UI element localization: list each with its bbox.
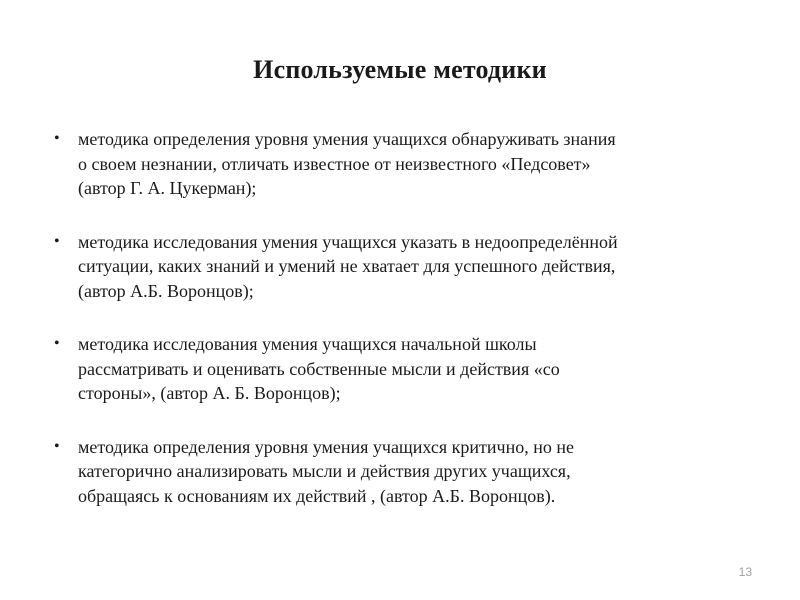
list-item (50, 435, 750, 509)
slide-title: Используемые методики (253, 55, 547, 84)
slide-number: 13 (738, 565, 752, 579)
bullet-icon: • (54, 232, 60, 250)
list-item (50, 332, 750, 406)
list-item-text: методика определения уровня умения учащихся критично, но не категорично анализировать мысли и действия других учащихся, обращаясь к основаниям их действий , (автор А.Б. Воронцов). (78, 436, 574, 506)
bullet-icon: • (54, 130, 60, 147)
bullet-icon: • (54, 335, 60, 352)
list-item-text: методика исследования умения учащихся указать в недоопределённой ситуации, каких знаний и умений не хватает для успешного действия, (автор А.Б. Воронцов); (78, 231, 618, 301)
list-item (50, 230, 750, 304)
list-item-text: методика исследования умения учащихся начальной школы рассматривать и оценивать собственные мысли и действия «со стороны», (автор А. Б. Воронцов); (78, 334, 560, 403)
list-item (50, 127, 750, 201)
list-item-text: методика определения уровня умения учащихся обнаруживать знания о своем незнании, отличать известное от неизвестного «Педсовет» (автор Г. А. Цукерман); (78, 129, 616, 198)
methods-list (50, 127, 750, 508)
bullet-icon: • (54, 437, 60, 455)
